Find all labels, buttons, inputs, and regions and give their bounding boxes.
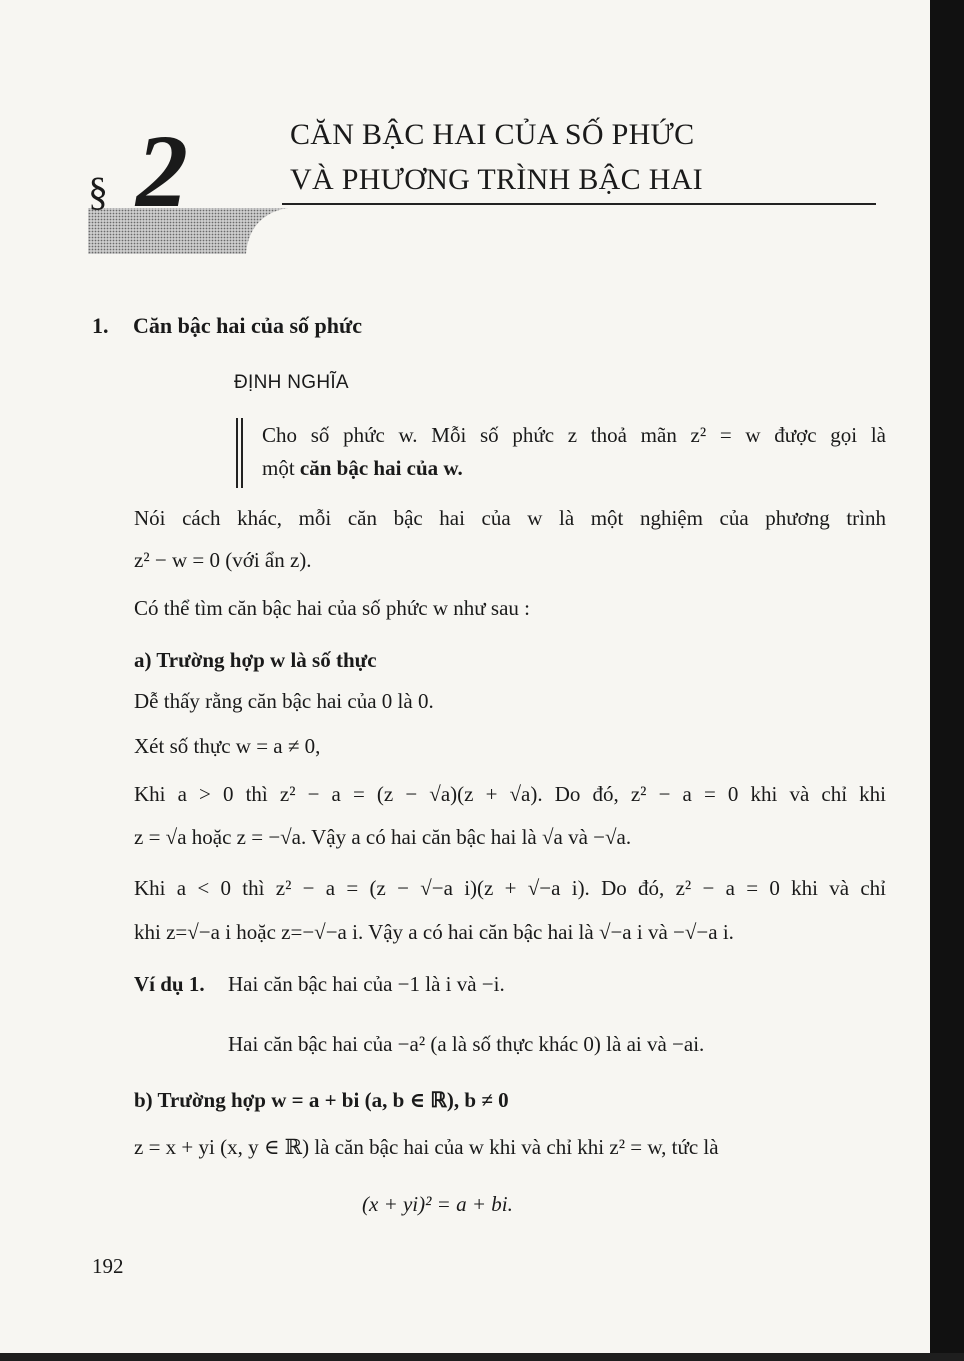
example-1-line1: Hai căn bậc hai của −1 là i và −i. bbox=[228, 972, 505, 996]
case-a-line5-text: Khi a < 0 thì z² − a = (z − √−a i)(z + √−a i). Do đó, z² − a = 0 khi và chỉ bbox=[134, 876, 886, 900]
case-a-line3 bbox=[134, 782, 886, 806]
case-a-line1: Dễ thấy rằng căn bậc hai của 0 là 0. bbox=[134, 689, 434, 713]
scan-edge-bottom bbox=[0, 1353, 964, 1361]
section-title-line1: CĂN BẬC HAI CỦA SỐ PHỨC bbox=[290, 118, 695, 151]
case-a-line6: khi z=√−a i hoặc z=−√−a i. Vậy a có hai căn bậc hai là √−a i và −√−a i. bbox=[134, 920, 734, 944]
case-b-line1: z = x + yi (x, y ∈ ℝ) là căn bậc hai của w khi và chỉ khi z² = w, tức là bbox=[134, 1135, 719, 1159]
case-a-line2: Xét số thực w = a ≠ 0, bbox=[134, 734, 321, 758]
example-1-line2: Hai căn bậc hai của −a² (a là số thực khác 0) là ai và −ai. bbox=[228, 1032, 705, 1056]
paragraph-1-line2: z² − w = 0 (với ẩn z). bbox=[134, 548, 312, 572]
section-number: 2 bbox=[136, 114, 188, 229]
case-b-heading: b) Trường hợp w = a + bi (a, b ∈ ℝ), b ≠ 0 bbox=[134, 1088, 509, 1112]
definition-line1 bbox=[262, 423, 886, 447]
definition-term: căn bậc hai của w. bbox=[299, 456, 463, 480]
definition-label: ĐỊNH NGHĨA bbox=[234, 372, 349, 393]
paragraph-1-line1-text: Nói cách khác, mỗi căn bậc hai của w là một nghiệm của phương trình bbox=[134, 506, 886, 530]
heading-number: 1. bbox=[92, 313, 109, 338]
scan-edge-right bbox=[930, 0, 964, 1361]
section-title-line2: VÀ PHƯƠNG TRÌNH BẬC HAI bbox=[290, 163, 703, 196]
case-a-line5 bbox=[134, 876, 886, 900]
heading-section1: Căn bậc hai của số phức bbox=[133, 313, 362, 338]
definition-line2 bbox=[262, 456, 463, 480]
definition-bar-left bbox=[236, 418, 238, 488]
header-rule bbox=[282, 203, 876, 205]
definition-bar-right bbox=[241, 418, 243, 488]
section-header-swoosh bbox=[88, 128, 288, 258]
case-a-line3-text: Khi a > 0 thì z² − a = (z − √a)(z + √a). Do đó, z² − a = 0 khi và chỉ khi bbox=[134, 782, 886, 806]
case-a-heading: a) Trường hợp w là số thực bbox=[134, 648, 377, 672]
example-1-label: Ví dụ 1. bbox=[134, 972, 205, 996]
paragraph-1-line1 bbox=[134, 506, 886, 530]
definition-line2-prefix: một bbox=[262, 456, 300, 480]
case-b-equation: (x + yi)² = a + bi. bbox=[362, 1192, 513, 1216]
case-a-line4: z = √a hoặc z = −√a. Vậy a có hai căn bậc hai là √a và −√a. bbox=[134, 825, 632, 849]
section-symbol: § bbox=[88, 169, 108, 214]
definition-line1-text: Cho số phức w. Mỗi số phức z thoả mãn z² = w được gọi là bbox=[262, 423, 886, 447]
page-number: 192 bbox=[92, 1254, 124, 1278]
paragraph-2: Có thể tìm căn bậc hai của số phức w như sau : bbox=[134, 596, 530, 620]
